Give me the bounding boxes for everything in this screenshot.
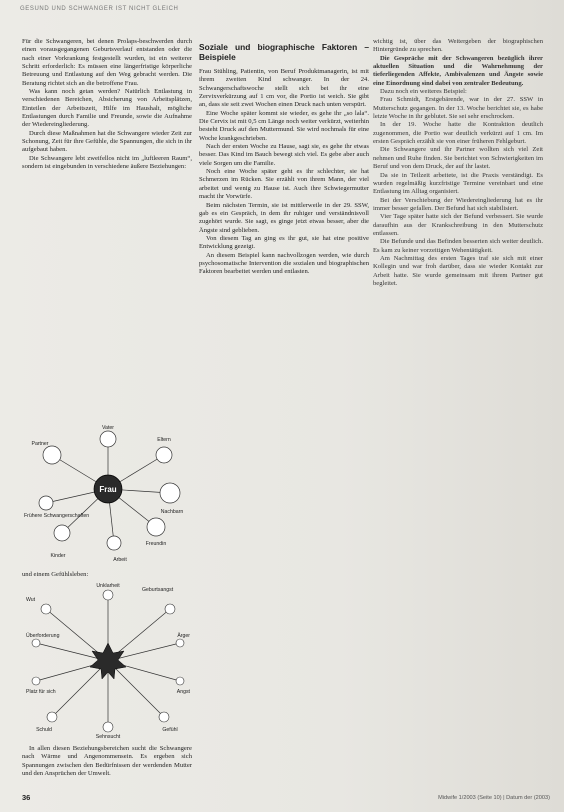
footer-citation: Midwife 1/2003 (Seite 10) | Datum der (2003) xyxy=(438,795,550,801)
col3-paragraph: Am Nachmittag des ersten Tages traf sie sich mit einer Kollegin und war froh darüber, dass sie wieder Kontakt zur Arbeit hatte. Sie wurde gemeinsam mit ihrem Partner gut begleitet. xyxy=(373,254,543,287)
diagram1-node-label: Freundin xyxy=(145,541,167,547)
col1-paragraph: Durch diese Maßnahmen hat die Schwangere wieder Zeit zur Schonung, Zeit für ihre Gefühle, die Spannungen, die sich in ihr aufgebaut haben. xyxy=(22,129,192,154)
diagram1-node-label: Partner xyxy=(31,441,49,447)
diagram2-node-label: Überforderung xyxy=(26,633,60,639)
diagram2-node-label: Sehnsucht xyxy=(95,734,121,739)
col3-paragraph: Die Befunde und das Befinden besserten sich weiter deutlich. Es kam zu keiner vorzeitigen Wehentätigkeit. xyxy=(373,238,543,254)
feelings-diagram-svg xyxy=(22,581,194,739)
diagram2-node-label: Ärger xyxy=(177,633,190,639)
column-1-lower-text xyxy=(22,745,192,795)
diagram2-node-label: Geburtsangst xyxy=(142,587,174,593)
col2-paragraph: Nach der ersten Woche zu Hause, sagt sie, es gehe ihr etwas besser. Das Kind im Bauch bewegt sich viel. Es gebe aber auch viele Sorgen um die Familie. xyxy=(199,143,369,167)
running-head: GESUND UND SCHWANGER IST NICHT GLEICH xyxy=(20,6,179,12)
col3-paragraph: Bei der Verschiebung der Wiedereingliederung hat es ihr immer besser gefallen. Der Befund hat sich stabilisiert. xyxy=(373,196,543,212)
col3-paragraph: Dazu noch ein weiteres Beispiel: xyxy=(380,88,467,96)
diagram1-node-label: Frühere Schwangerschaften xyxy=(24,513,90,519)
col3-paragraph: Frau Schmidt, Erstgebärende, war in der 27. SSW in Mutterschutz gegangen. In der 13. Woche berichtet sie, es habe letzte Woche in ihr geblutet. Sie sei sehr erschrocken. xyxy=(373,96,543,121)
col3-bold-paragraph: Die Gespräche mit der Schwangeren bezüglich ihrer aktuellen Situation und die Wahrnehmung der tieferliegenden Affekte, Ambivalenzen und Ängste sowie eine Einordnung sind dabei von zentraler Bedeutung. xyxy=(373,54,543,87)
col3-paragraph: Da sie in Teilzeit arbeitete, ist die Praxis verständigt. Es wurden regelmäßig kurzfristige Termine vereinbart und eine Entlastung im Alltag organisiert. xyxy=(373,171,543,196)
column-2 xyxy=(199,38,369,778)
diagram1-node-label: Eltern xyxy=(157,437,171,443)
diagram1-node-label: Nachbarn xyxy=(160,509,184,515)
diagram1-node-label: Vater xyxy=(101,425,115,431)
diagram2-node-label: Wut xyxy=(26,597,36,603)
column-1 xyxy=(22,38,192,358)
col1-paragraph: Was kann noch getan werden? Natürlich Entlastung in verschiedenen Bereichen, Absicherung von Arbeitsplätzen, Einteilen der Arbeitszeit, Hilfe im Haushalt, mögliche Entlastungen durch Familie und Freunde, sowie die Aufnahme der Wiedereingliederung. xyxy=(22,88,192,129)
col1-lower-paragraph: In allen diesen Beziehungsbereichen sucht die Schwangere nach Wärme und Angenommensein. Es ergeben sich Spannungen zwischen den Bedürfnissen der werdenden Mutter und den Ansprüchen der Umwelt. xyxy=(22,745,192,778)
diagram2-node-label: Gefühl xyxy=(162,727,178,733)
diagram2-node-label: Schuld xyxy=(36,727,52,733)
col3-paragraph: In der 19. Woche hatte die Kontraktion deutlich zugenommen, die Portio war deutlich verkürzt auf 1 cm. Im ersten Gespräch erzählt sie von einer früheren Fehlgeburt. xyxy=(373,121,543,146)
page-number: 36 xyxy=(22,793,31,802)
feelings-diagram xyxy=(22,581,194,739)
col2-paragraph: Frau Stühling, Patientin, von Beruf Produktmanagerin, ist mit ihrem zweiten Kind schwanger. In der 24. Schwangerschaftswoche stellt sich bei ihr eine Zervixverkürzung auf 1 cm vor, die Portio ist weich. Sie gibt an, dass sie seit zwei Wochen einen Druck nach unten verspürt. xyxy=(199,68,369,109)
col2-paragraph: Von diesem Tag an ging es ihr gut, sie hat eine positive Entwicklung gezeigt. xyxy=(199,234,369,251)
col2-paragraph: Noch eine Woche später geht es ihr schlechter, sie hat Schmerzen im Rücken. Sie erzählt von ihrem Mann, der viel arbeitet und wenig zu Hause ist. Auch ihre Schwiegermutter macht ihr Vorwürfe. xyxy=(199,168,369,201)
diagram1-node-label: Arbeit xyxy=(113,557,127,563)
col2-paragraph: An diesem Beispiel kann nachvollzogen werden, wie durch psychosomatische Intervention die sozialen und biographischen Faktoren bearbeitet werden und entlasten. xyxy=(199,251,369,276)
col3-paragraph: wichtig ist, über das Weitergeben der biographischen Hintergründe zu sprechen. xyxy=(373,38,543,54)
col1-paragraph: Die Schwangere lebt zweifellos nicht im „luftleeren Raum“, sondern ist eingebunden in verschiedene äußere Beziehungen: xyxy=(22,154,192,171)
diagram-caption: und einem Gefühlsleben: xyxy=(22,571,89,578)
col3-paragraph: Die Schwangere und ihr Partner wollten sich viel Zeit nehmen und Ruhe finden. Sie berichtet von Schwierigkeiten im Beruf und von dem Druck, der auf ihr lastet. xyxy=(373,146,543,171)
col3-paragraph: Vier Tage später hatte sich der Befund verbessert. Sie wurde daraufhin aus der Krankschreibung in den Mutterschutz entlassen. xyxy=(373,213,543,237)
section-heading: Soziale und biographische Faktoren – Beispiele xyxy=(199,42,369,62)
col2-paragraph: Eine Woche später kommt sie wieder, es gehe ihr „so lala“. Die Cervix ist mit 0,5 cm Länge noch weiter verkürzt, weiterhin besteht Druck auf den Muttermund. Sie wird nochmals für eine Woche krankgeschrieben. xyxy=(199,109,369,142)
diagram1-center-label: Frau xyxy=(99,485,117,494)
col2-paragraph: Beim nächsten Termin, sie ist mittlerweile in der 29. SSW, gab es ein Gespräch, in dem ihr ruhiger und verständnisvoll zugehört wurde. Sie sagt, es ginge jetzt etwas besser, aber die Ängste sind geblieben. xyxy=(199,201,369,234)
diagram2-node-label: Angst xyxy=(176,689,190,695)
diagram1-node-label: Kinder xyxy=(50,553,66,559)
column-3 xyxy=(373,38,543,778)
diagram2-node-label: Unklarheit xyxy=(96,583,120,589)
relationship-diagram-svg xyxy=(22,421,194,569)
col1-paragraph: Für die Schwangeren, bei denen Prolaps-beschwerden durch einen vorausgegangenen Geburtsverlauf entstanden oder die nach einer Vorkrankung festgestellt wurden, ist ein weiterer Schritt erforderlich: Es müssen eine längerfristige körperliche Betreuung und Entlastung auf den Weg gebracht werden. Die Beratung richtet sich an die betroffene Frau. xyxy=(22,38,192,87)
diagram2-node-label: Platz für sich xyxy=(26,689,56,695)
relationship-diagram xyxy=(22,421,194,569)
